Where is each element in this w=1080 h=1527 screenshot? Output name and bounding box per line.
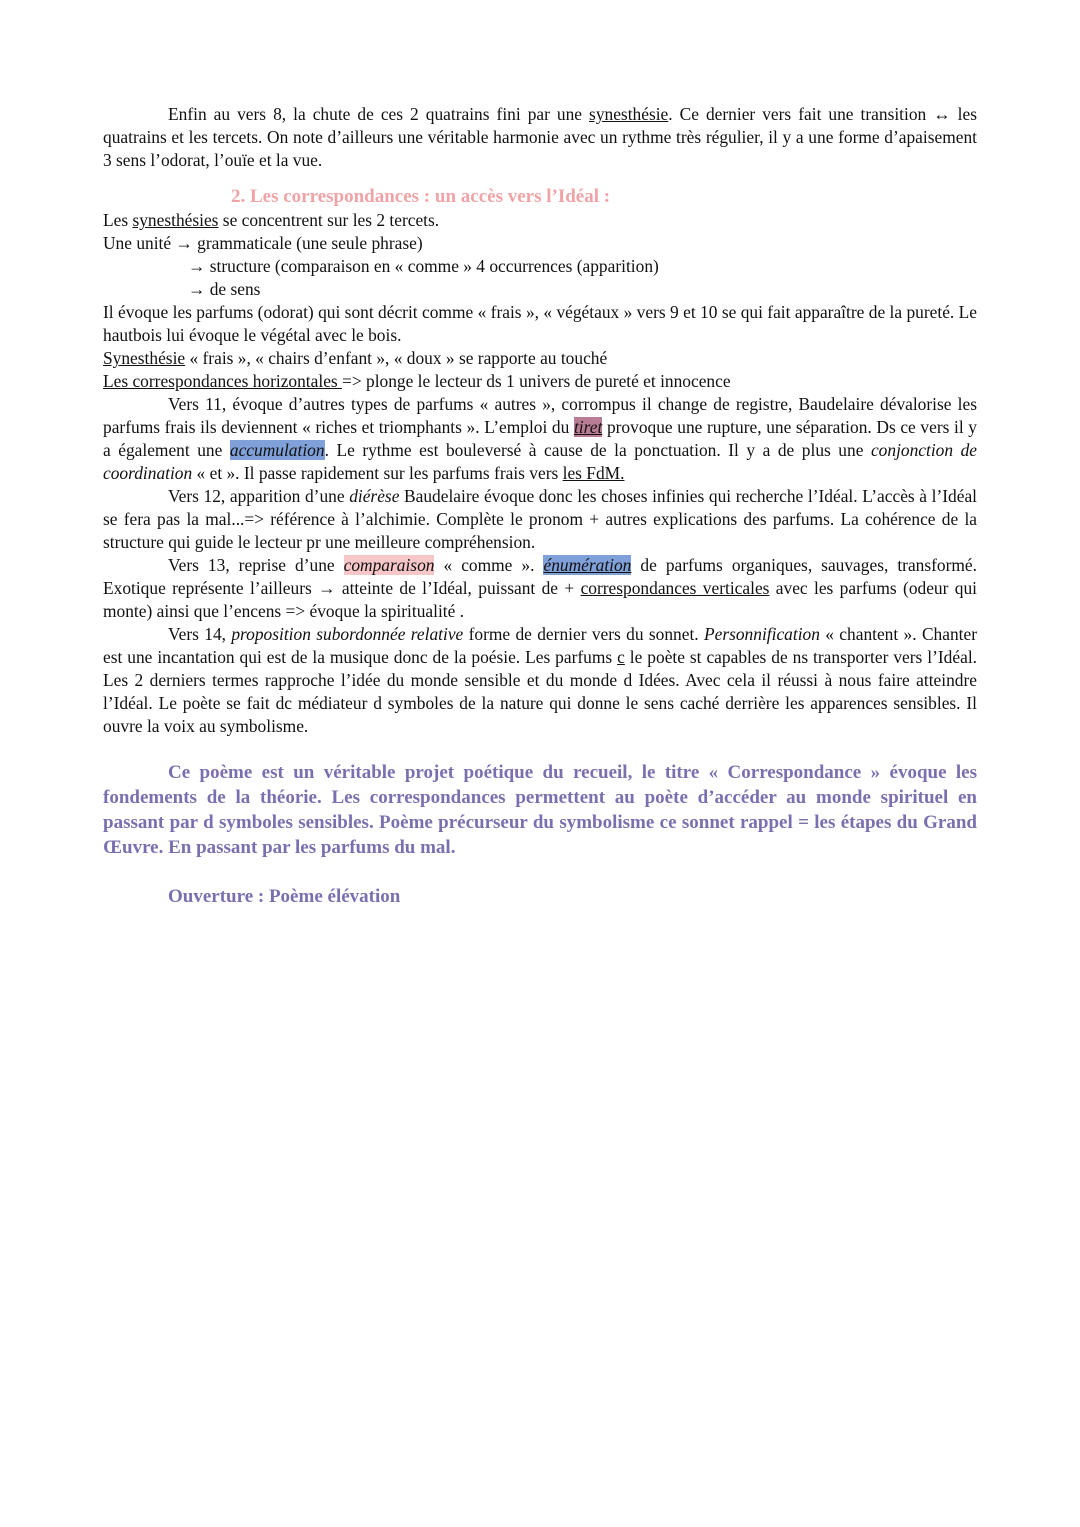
text: Enfin au vers 8, la chute de ces 2 quatrains fini par une	[168, 104, 590, 124]
underlined-term: c	[617, 647, 625, 667]
underlined-term: synesthésie	[589, 104, 669, 124]
line-structure: → structure (comparaison en « comme » 4 occurrences (apparition)	[188, 256, 659, 276]
underlined-term: Les correspondances horizontales	[103, 371, 343, 391]
text: . Ce dernier vers fait une transition ↔ les quatrains et les tercets. On note d’ailleurs une véritable harmonie avec un rythme très régulier, il y a une forme d’apaisement 3 sens l’odorat, l’ouïe et la vue.	[103, 104, 977, 170]
line-unite: Une unité → grammaticale (une seule phrase)	[103, 233, 423, 253]
highlighted-term: accumulation	[229, 440, 325, 460]
highlighted-term: comparaison	[343, 555, 435, 575]
paragraph-parfums: Il évoque les parfums (odorat) qui sont décrit comme « frais », « végétaux » vers 9 et 10 se qui fait apparaître de la pureté. Le hautbois lui évoque le végétal avec le bois.	[103, 302, 977, 345]
line-synesthesie	[103, 347, 977, 370]
text: « et ». Il passe rapidement sur les parfums frais vers	[192, 463, 563, 483]
paragraph-vers-14	[103, 623, 977, 738]
line-sens: → de sens	[188, 279, 261, 299]
section-heading: 2. Les correspondances : un accès vers l’Idéal :	[231, 186, 611, 207]
highlighted-term: énumération	[543, 555, 632, 575]
text: « comme ».	[434, 555, 544, 575]
ouverture-line: Ouverture : Poème élévation	[168, 886, 401, 907]
underlined-term: Synesthésie	[103, 348, 186, 368]
paragraph-vers-11	[103, 393, 977, 485]
paragraph-vers-12	[103, 485, 977, 554]
text: Les	[103, 210, 133, 230]
underlined-term: correspondances verticales	[580, 578, 770, 598]
text: => plonge le lecteur ds 1 univers de pureté et innocence	[342, 371, 731, 391]
italic-term: diérèse	[349, 486, 400, 506]
text: le poète st capables de ns transporter vers l’Idéal. Les 2 derniers termes rapproche l’idée du monde sensible et du monde d Idées. Avec cela il réussi à nous faire atteindre l’Idéal. Le poète se fait dc médiateur d symboles de la nature qui donne le sens caché derrière les apparences sensibles. Il ouvre la voix au symbolisme.	[103, 647, 977, 736]
italic-term: conjonction de coordination	[103, 440, 978, 483]
paragraph-vers-8	[103, 103, 977, 172]
highlighted-term: tiret	[573, 417, 603, 437]
line-correspondances-horizontales	[103, 370, 977, 393]
italic-term: proposition subordonnée relative	[231, 624, 464, 644]
text: . Le rythme est bouleversé à cause de la ponctuation. Il y a de plus une	[324, 440, 871, 460]
paragraph-vers-13	[103, 554, 977, 623]
text: provoque une rupture, une séparation. Ds ce vers il y a également une	[103, 417, 977, 460]
text: Baudelaire évoque donc les choses infinies qui recherche l’Idéal. L’accès à l’Idéal se fera pas la mal...=> référence à l’alchimie. Complète le pronom + autres explications des parfums. La cohérence de la structure qui guide le lecteur pr une meilleure compréhension.	[103, 486, 977, 552]
italic-term: Personnification	[703, 624, 820, 644]
text: avec les parfums (odeur qui monte) ainsi que l’encens => évoque la spiritualité .	[103, 578, 977, 621]
text: Vers 14,	[168, 624, 232, 644]
text: Vers 12, apparition d’une	[168, 486, 350, 506]
text: « chantent ». Chanter est une incantation qui est de la musique donc de la poésie. Les parfums	[103, 624, 977, 667]
text: « frais », « chairs d’enfant », « doux » se rapporte au touché	[185, 348, 608, 368]
underlined-term: les FdM.	[562, 463, 625, 483]
line-synesthesies	[103, 209, 977, 232]
text: de parfums organiques, sauvages, transformé. Exotique représente l’ailleurs → atteinte de l’Idéal, puissant de +	[103, 555, 978, 598]
text: forme de dernier vers du sonnet.	[463, 624, 704, 644]
conclusion-paragraph: Ce poème est un véritable projet poétique du recueil, le titre « Correspondance » évoque les fondements de la théorie. Les correspondances permettent au poète d’accéder au monde spirituel en passant par d symboles sensibles. Poème précurseur du symbolisme ce sonnet rappel = les étapes du Grand Œuvre. En passant par les parfums du mal.	[103, 762, 977, 858]
text: se concentrent sur les 2 tercets.	[218, 210, 440, 230]
underlined-term: synesthésies	[132, 210, 219, 230]
document-page	[103, 103, 977, 909]
text: Vers 13, reprise d’une	[168, 555, 344, 575]
text: Vers 11, évoque d’autres types de parfums « autres », corrompus il change de registre, Baudelaire dévalorise les parfums frais ils deviennent « riches et triomphants ». L’emploi du	[103, 394, 977, 437]
